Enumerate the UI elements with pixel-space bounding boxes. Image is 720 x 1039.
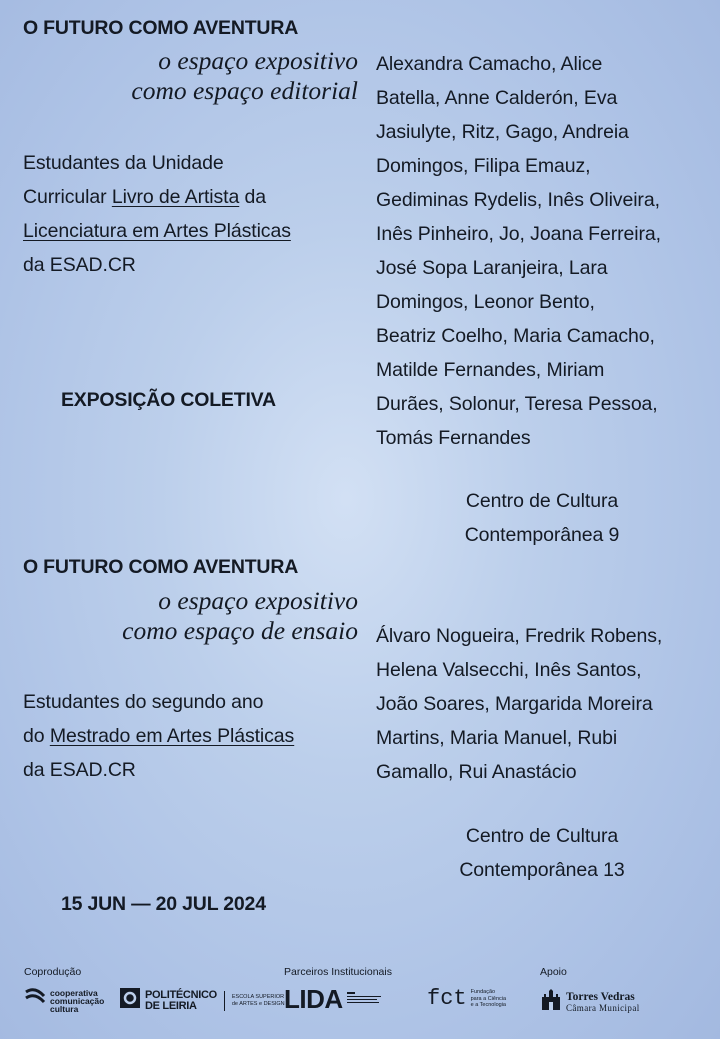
section2-title: O FUTURO COMO AVENTURA <box>23 556 299 578</box>
coproduction-label: Coprodução <box>24 966 82 978</box>
torres-vedras-logo <box>540 988 640 1017</box>
support-label: Apoio <box>540 966 567 978</box>
fct-text: fct <box>427 986 467 1011</box>
name-line: Domingos, Filipa Emauz, <box>376 155 591 177</box>
cooperativa-text: cooperativa <box>50 987 98 998</box>
section1-subtitle-line2: como espaço editorial <box>131 76 358 105</box>
mestrado-link: Mestrado em Artes Plásticas <box>49 725 295 747</box>
livro-de-artista-link: Livro de Artista <box>111 186 240 208</box>
esad-line1: ESCOLA SUPERIOR <box>231 993 285 1000</box>
section2-subtitle-line2: como espaço de ensaio <box>122 616 358 645</box>
fct-logo <box>427 987 506 1011</box>
name-line: Jasiulyte, Ritz, Gago, Andreia <box>376 121 629 143</box>
partners-label: Parceiros Institucionais <box>284 966 392 978</box>
section1-desc-line1: Estudantes da Unidade <box>23 152 224 174</box>
section2-venue-line1: Centro de Cultura <box>465 825 619 847</box>
name-line: Matilde Fernandes, Miriam <box>376 359 605 381</box>
camara-municipal-text: Câmara Municipal <box>566 1002 640 1013</box>
exhibition-type: EXPOSIÇÃO COLETIVA <box>61 389 276 411</box>
name-line: João Soares, Margarida Moreira <box>376 693 653 715</box>
politecnico-text: POLITÉCNICO <box>145 988 217 1001</box>
section1-description <box>23 146 291 282</box>
name-line: Inês Pinheiro, Jo, Joana Ferreira, <box>376 223 661 245</box>
esad-line2: de ARTES e DESIGN <box>231 1000 285 1007</box>
section1-desc-pre: Curricular <box>23 186 112 208</box>
name-line: Durães, Solonur, Teresa Pessoa, <box>376 393 658 415</box>
section2-venue <box>442 819 642 887</box>
section1-venue-line1: Centro de Cultura <box>465 490 619 512</box>
cooperativa-logo <box>24 988 104 1013</box>
section2-description <box>23 685 294 787</box>
name-line: Alexandra Camacho, Alice <box>376 53 603 75</box>
name-line: Álvaro Nogueira, Fredrik Robens, <box>376 625 663 647</box>
licenciatura-link: Licenciatura em Artes Plásticas <box>23 220 291 242</box>
section2-desc-line2 <box>23 719 294 753</box>
lida-logo <box>284 985 383 1013</box>
name-line: Domingos, Leonor Bento, <box>376 291 595 313</box>
comunicacao-text: comunicação <box>50 995 105 1006</box>
section1-desc-line3 <box>23 214 291 248</box>
section1-desc-line4: da ESAD.CR <box>23 254 136 276</box>
name-line: Gamallo, Rui Anastácio <box>376 761 577 783</box>
de-leiria-text: DE LEIRIA <box>145 999 197 1012</box>
fct-sub-line2: para a Ciência <box>470 995 507 1002</box>
section2-desc-line1: Estudantes do segundo ano <box>23 691 264 713</box>
lida-text: LIDA <box>284 984 343 1014</box>
cultura-text: cultura <box>50 1003 79 1014</box>
name-line: Tomás Fernandes <box>376 427 531 449</box>
section2-venue-line2: Contemporânea 13 <box>459 859 625 881</box>
section1-venue <box>442 484 642 552</box>
cooperativa-icon <box>24 988 46 1013</box>
section1-subtitle <box>131 46 358 106</box>
torres-vedras-text: Torres Vedras <box>566 990 635 1003</box>
section1-desc-post: da <box>239 186 267 208</box>
politecnico-leiria-logo <box>119 987 285 1014</box>
politecnico-icon <box>119 987 141 1014</box>
fct-sub-line3: e a Tecnologia <box>470 1002 506 1009</box>
name-line: Gediminas Rydelis, Inês Oliveira, <box>376 189 660 211</box>
section1-names <box>376 47 661 455</box>
lida-small-text-block <box>347 990 383 1009</box>
section1-venue-line2: Contemporânea 9 <box>464 524 620 546</box>
castle-icon <box>540 988 562 1017</box>
section1-subtitle-line1: o espaço expositivo <box>158 46 358 75</box>
section1-desc-line2 <box>23 180 291 214</box>
exhibition-dates: 15 JUN — 20 JUL 2024 <box>61 893 266 915</box>
name-line: Batella, Anne Calderón, Eva <box>376 87 618 109</box>
section2-desc-line3: da ESAD.CR <box>23 759 136 781</box>
section2-subtitle <box>122 586 358 646</box>
section2-desc-pre: do <box>23 725 50 747</box>
fct-sub-line1: Fundação <box>470 989 496 996</box>
name-line: Helena Valsecchi, Inês Santos, <box>376 659 642 681</box>
name-line: José Sopa Laranjeira, Lara <box>376 257 608 279</box>
section1-title: O FUTURO COMO AVENTURA <box>23 17 299 39</box>
name-line: Beatriz Coelho, Maria Camacho, <box>376 325 655 347</box>
name-line: Martins, Maria Manuel, Rubi <box>376 727 618 749</box>
section2-subtitle-line1: o espaço expositivo <box>158 586 358 615</box>
section2-names <box>376 619 662 789</box>
